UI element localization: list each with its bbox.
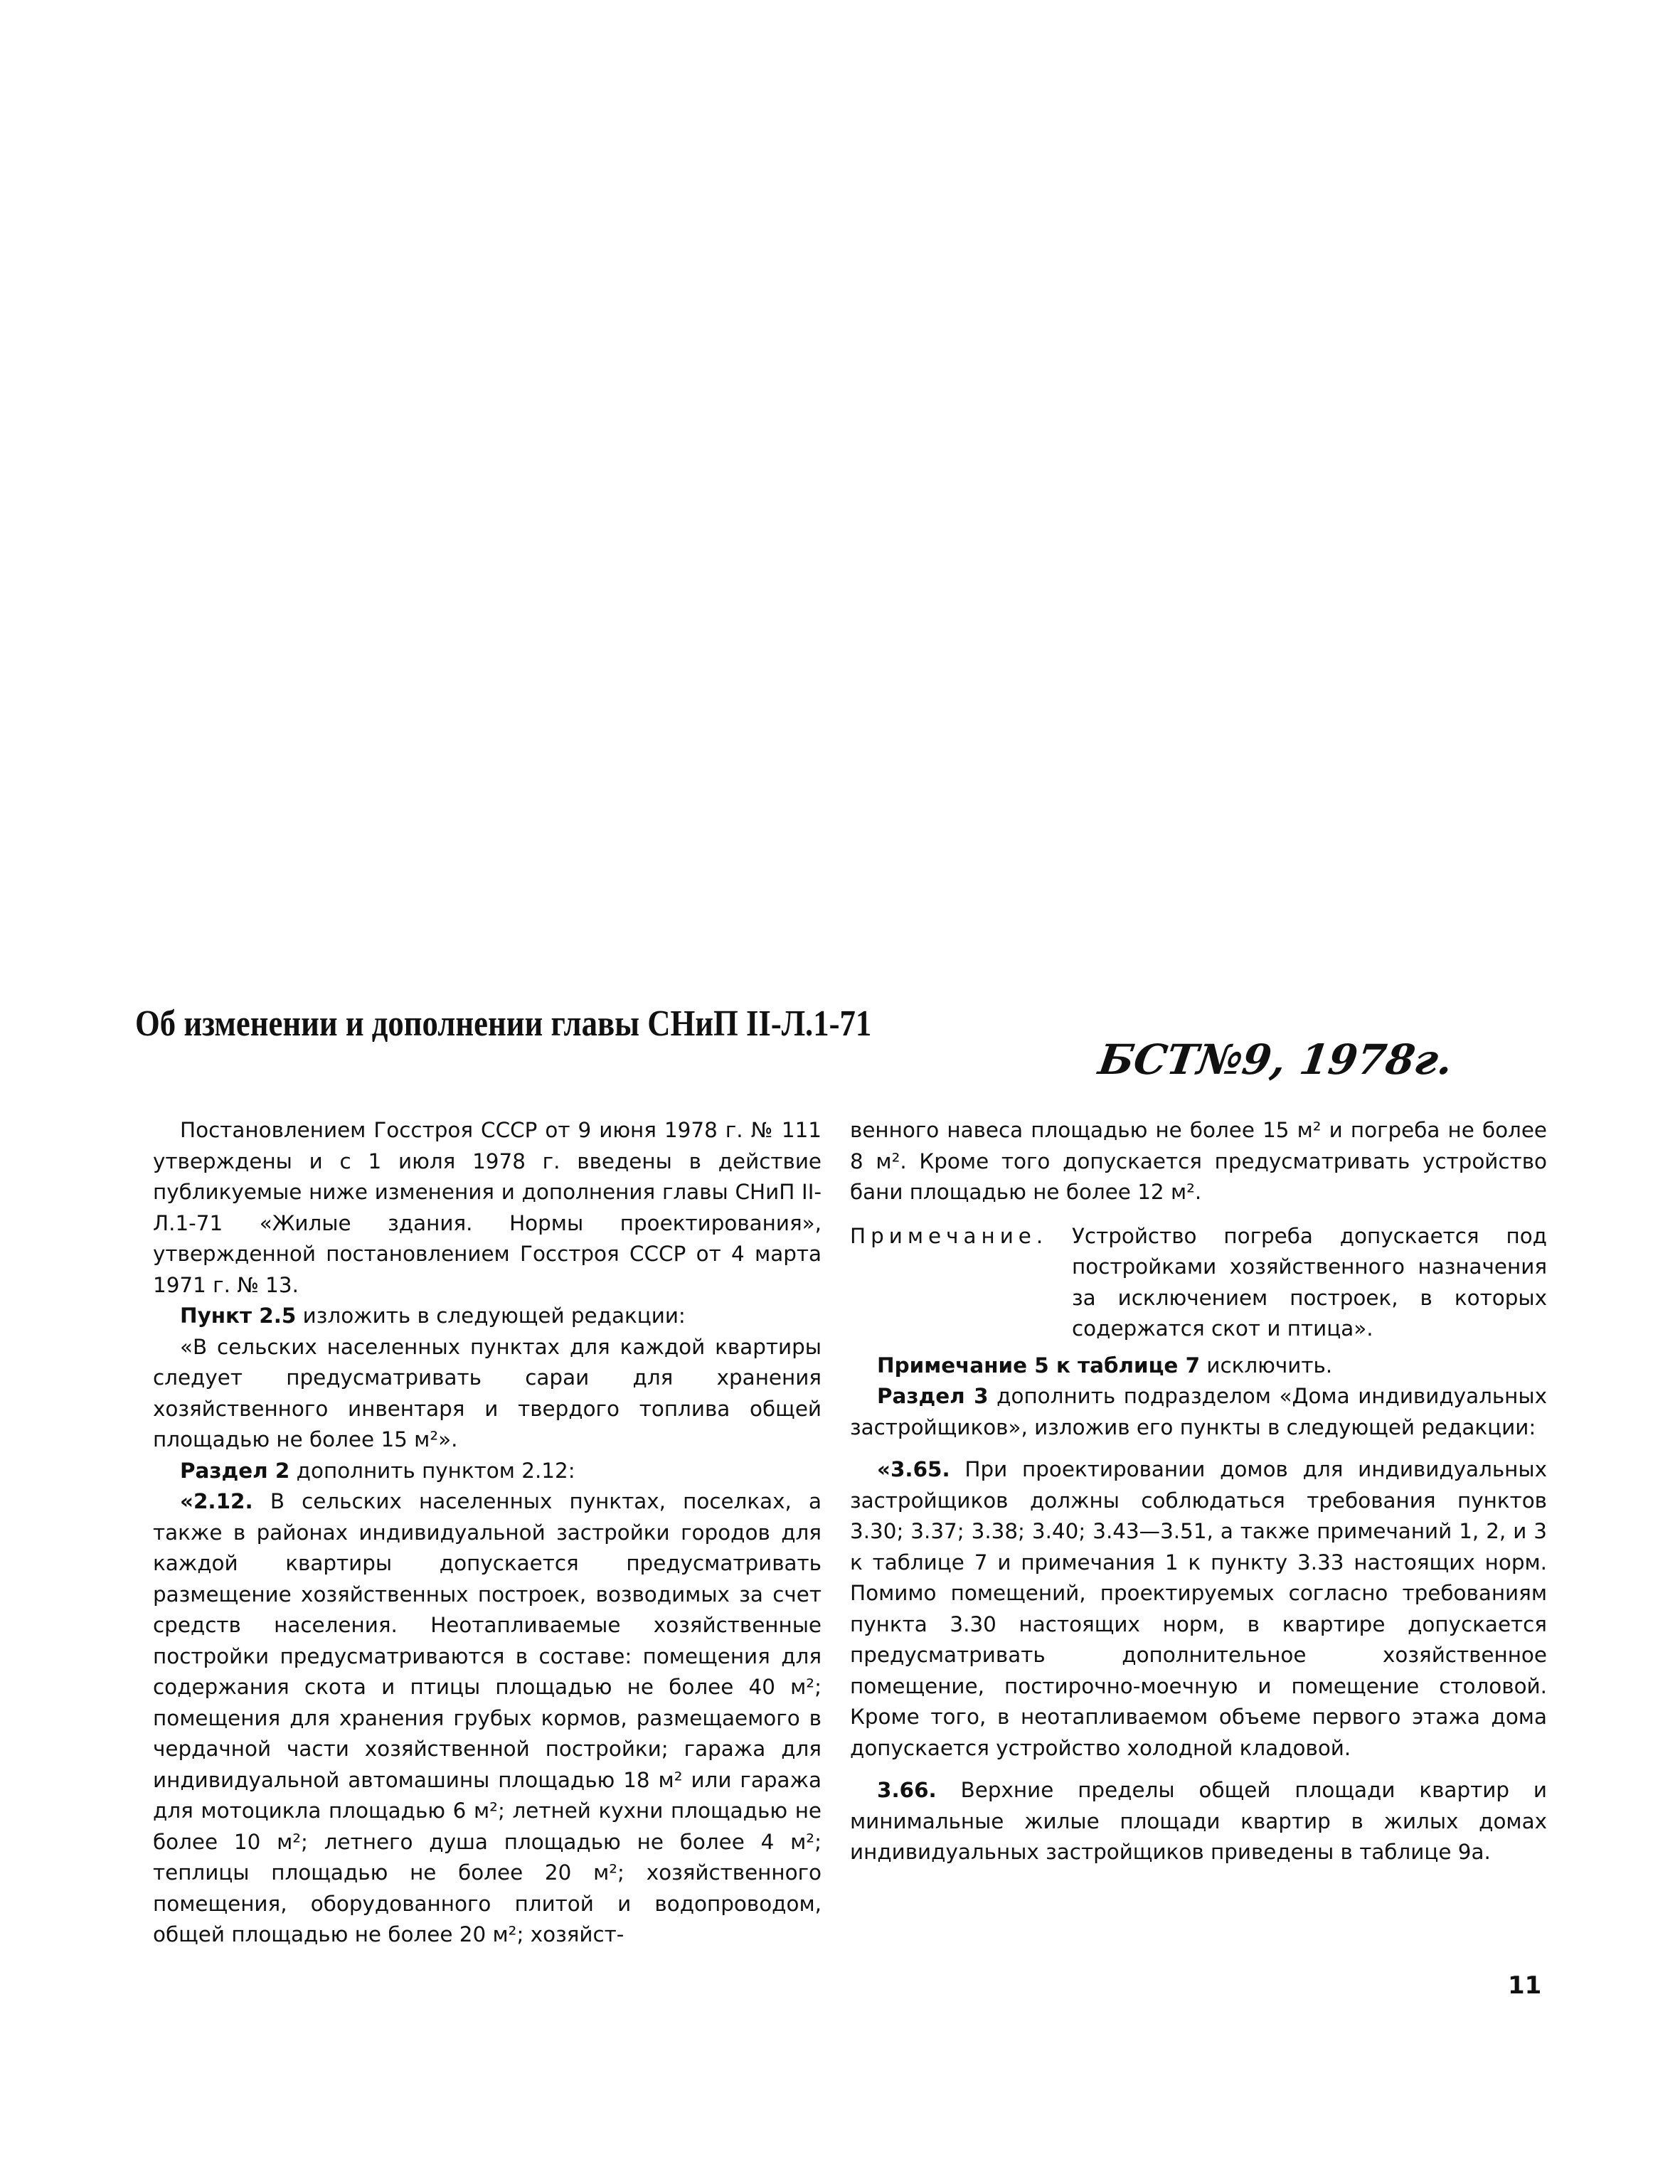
bold-label: Примечание 5 к таблице 7	[877, 1353, 1201, 1378]
bold-label: 3.66.	[877, 1778, 937, 1802]
paragraph-note-5	[850, 1351, 1547, 1382]
bold-label: «2.12.	[180, 1489, 253, 1513]
page-number: 11	[1508, 1971, 1542, 2000]
document-title: Об изменении и дополнении главы СНиП II-Л.1-71	[135, 1003, 872, 1044]
paragraph-text: дополнить подразделом «Дома индивидуальных застройщиков», изложив его пункты в следующей редакции:	[850, 1384, 1547, 1439]
note-label: Примечание.	[850, 1223, 1048, 1248]
note-block	[850, 1221, 1547, 1345]
bold-label: Раздел 3	[877, 1384, 989, 1408]
paragraph-section-2	[153, 1456, 822, 1487]
paragraph-item-2-5	[153, 1301, 822, 1332]
paragraph-continuation: венного навеса площадью не более 15 м² и погреба не более 8 м². Кроме того допускается предусматривать устройство бани площадью не более 12 м².	[850, 1118, 1547, 1204]
paragraph-text: В сельских населенных пунктах, поселках, а также в районах индивидуальной застройки городов для каждой квартиры допускается предусматривать размещение хозяйственных построек, возводимых за счет средств населения. Неотапливаемые хозяйственные постройки предусматриваются в составе: помещения для содержания скота и птицы площадью не более 40 м²; помещения для хранения грубых кормов, размещаемого в чердачной части хозяйственной постройки; гаража для индивидуальной автомашины площадью 18 м² или гаража для мотоцикла площадью 6 м²; летней кухни площадью не более 10 м²; летнего душа площадью не более 4 м²; теплицы площадью не более 20 м²; хозяйственного помещения, оборудованного плитой и водопроводом, общей площадью не более 20 м²; хозяйст-	[153, 1489, 822, 1946]
paragraph-text: Верхние пределы общей площади квартир и минимальные жилые площади квартир в жилых домах индивидуальных застройщиков приведены в таблице 9а.	[850, 1778, 1547, 1864]
paragraph-text: дополнить пунктом 2.12:	[289, 1458, 575, 1483]
paragraph-resolution: Постановлением Госстроя СССР от 9 июня 1978 г. № 111 утверждены и с 1 июля 1978 г. введены в действие публикуемые ниже изменения и дополнения главы СНиП II-Л.1-71 «Жилые здания. Нормы проектирования», утвержденной постановлением Госстроя СССР от 4 марта 1971 г. № 13.	[153, 1118, 822, 1297]
paragraph-item-3-66	[850, 1775, 1547, 1868]
paragraph-item-2-12	[153, 1486, 822, 1951]
bold-label: Раздел 2	[180, 1458, 290, 1483]
paragraph-text: При проектировании домов для индивидуальных застройщиков должны соблюдаться требования пунктов 3.30; 3.37; 3.38; 3.40; 3.43—3.51, а также примечаний 1, 2, и 3 к таблице 7 и примечания 1 к пункту 3.33 настоящих норм. Помимо помещений, проектируемых согласно требованиям пункта 3.30 настоящих норм, в квартире допускается предусматривать дополнительное хозяйственное помещение, постирочно-моечную и помещение столовой. Кроме того, в неотапливаемом объеме первого этажа дома допускается устройство холодной кладовой.	[850, 1457, 1547, 1760]
paragraph-quote-2-5: «В сельских населенных пунктах для каждой квартиры следует предусматривать сараи для хранения хозяйственного инвентаря и твердого топлива общей площадью не более 15 м²».	[153, 1334, 822, 1451]
handwritten-annotation: БСТ№9, 1978г.	[1095, 1035, 1456, 1084]
paragraph-section-3	[850, 1381, 1547, 1443]
bold-label: Пункт 2.5	[180, 1304, 297, 1328]
paragraph-item-3-65	[850, 1454, 1547, 1764]
left-column	[153, 1115, 822, 1951]
right-column	[850, 1115, 1547, 1868]
paragraph-text: исключить.	[1200, 1353, 1333, 1378]
bold-label: «3.65.	[877, 1457, 950, 1481]
paragraph-text: изложить в следующей редакции:	[296, 1304, 686, 1328]
note-text: Устройство погреба допускается под постройками хозяйственного назначения за исключением построек, в которых содержатся скот и птица».	[1072, 1223, 1547, 1341]
